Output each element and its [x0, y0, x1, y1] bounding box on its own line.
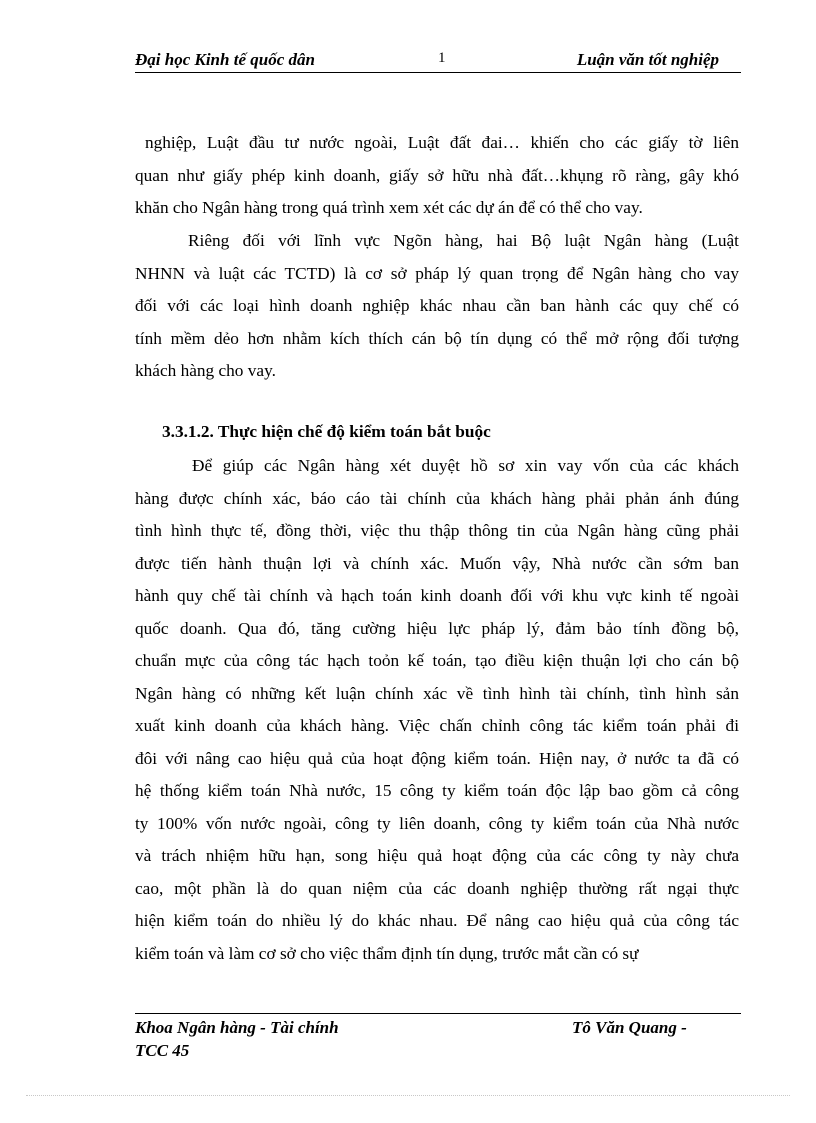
text-line: Riêng đối với lĩnh vực Ngõn hàng, hai Bộ luật Ngân hàng (Luật — [188, 231, 739, 250]
section-heading: 3.3.1.2. Thực hiện chế độ kiểm toán bắt buộc — [162, 422, 491, 441]
footer-department: Khoa Ngân hàng - Tài chính — [135, 1018, 339, 1037]
footer-author: Tô Văn Quang - — [572, 1018, 687, 1037]
text-line: khăn cho Ngân hàng trong quá trình xem xét các dự án để có thể cho vay. — [135, 198, 643, 217]
text-line: đôi với nâng cao hiệu quả của hoạt động kiểm toán. Hiện nay, ở nước ta đã có — [135, 748, 739, 768]
text-line: nghiệp, Luật đầu tư nước ngoài, Luật đất đai… khiến cho các giấy tờ liên — [145, 133, 739, 152]
header-thesis-type: Luận văn tốt nghiệp — [576, 50, 719, 69]
page-header — [135, 48, 741, 73]
text-line: NHNN và luật các TCTD) là cơ sở pháp lý quan trọng để Ngân hàng cho vay — [135, 263, 739, 283]
footer-divider — [135, 1013, 741, 1014]
footer-class: TCC 45 — [135, 1041, 190, 1060]
page-boundary — [26, 1095, 790, 1096]
text-line: tình hình thực tế, đồng thời, việc thu thập thông tin của Ngân hàng cũng phải — [135, 521, 739, 540]
text-line: quan như giấy phép kinh doanh, giấy sở hữu nhà đất…khụng rõ ràng, gây khó — [135, 165, 739, 185]
text-line: hệ thống kiểm toán Nhà nước, 15 công ty kiểm toán độc lập bao gồm cả công — [135, 781, 739, 800]
text-line: kiểm toán và làm cơ sở cho việc thẩm định tín dụng, trước mắt cần có sự — [135, 943, 639, 963]
text-line: ty 100% vốn nước ngoài, công ty liên doanh, công ty kiểm toán của Nhà nước — [135, 813, 739, 833]
text-line: Để giúp các Ngân hàng xét duyệt hồ sơ xin vay vốn của các khách — [192, 456, 739, 475]
header-university: Đại học Kinh tế quốc dân — [135, 50, 315, 69]
page-number: 1 — [438, 50, 446, 66]
paragraph-1 — [135, 127, 739, 160]
paragraph-3 — [135, 450, 739, 970]
text-line: tính mềm dẻo hơn nhằm kích thích cán bộ tín dụng có thể mở rộng đối tượng — [135, 328, 739, 348]
text-line: được tiến hành thuận lợi và chính xác. Muốn vậy, Nhà nước cần sớm ban — [135, 553, 739, 573]
paragraph-1-cont — [135, 160, 739, 225]
text-line: xuất kinh doanh của khách hàng. Việc chấn chỉnh công tác kiểm toán phải đi — [135, 716, 739, 735]
text-line: và trách nhiệm hữu hạn, song hiệu quả hoạt động của các công ty này chưa — [135, 846, 739, 865]
text-line: hiện kiểm toán do nhiều lý do khác nhau. Để nâng cao hiệu quả của công tác — [135, 911, 739, 930]
text-line: quốc doanh. Qua đó, tăng cường hiệu lực pháp lý, đảm bảo tính đồng bộ, — [135, 618, 739, 638]
text-line: Ngân hàng có những kết luận chính xác về tình hình tài chính, tình hình sản — [135, 683, 739, 703]
text-line: hành quy chế tài chính và hạch toán kinh doanh đối với khu vực kinh tế ngoài — [135, 586, 739, 605]
text-line: đối với các loại hình doanh nghiệp khác nhau cần ban hành các quy chế có — [135, 296, 739, 315]
text-line: hàng được chính xác, báo cáo tài chính của khách hàng phải phản ánh đúng — [135, 488, 739, 508]
paragraph-2 — [135, 225, 739, 388]
text-line: khách hàng cho vay. — [135, 361, 276, 380]
text-line: chuẩn mực của công tác hạch toỏn kế toán, tạo điều kiện thuận lợi cho cán bộ — [135, 651, 739, 670]
text-line: cao, một phần là do quan niệm của các doanh nghiệp thường rất ngại thực — [135, 878, 739, 898]
